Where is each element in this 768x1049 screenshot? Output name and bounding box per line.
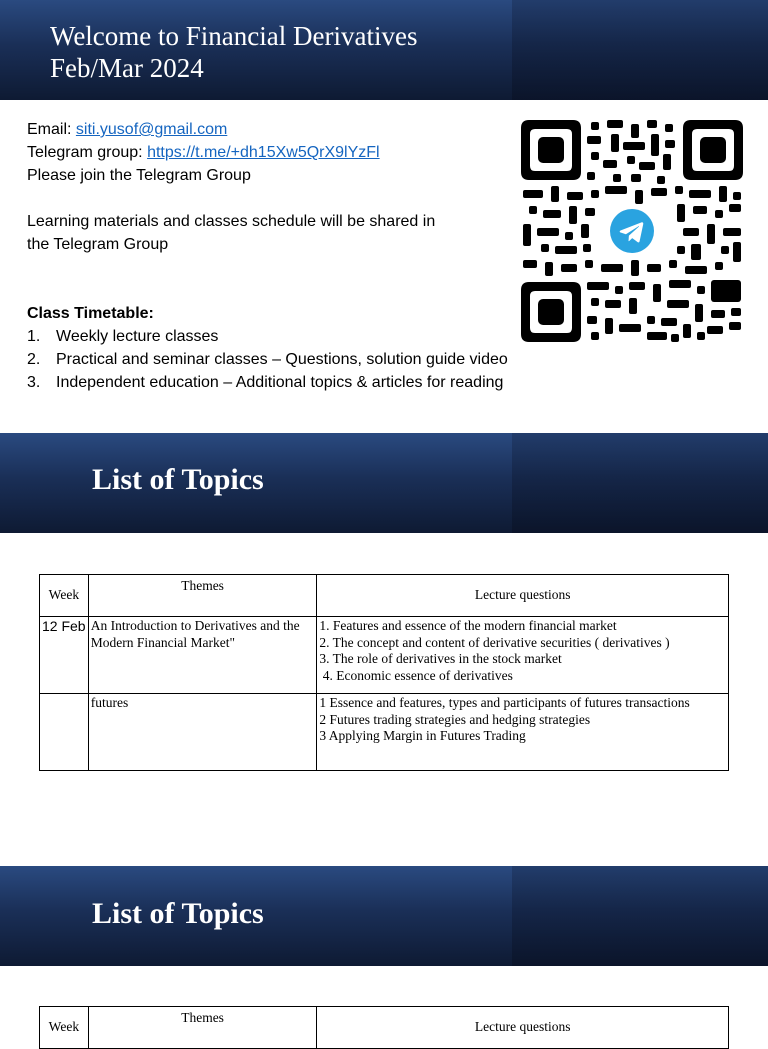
join-text: Please join the Telegram Group [27,167,251,184]
theme-cell: An Introduction to Derivatives and the Modern Financial Market" [88,617,317,694]
materials-line-1: Learning materials and classes schedule will be shared in [27,213,436,230]
timetable-item: 1. Weekly lecture classes [27,328,219,345]
materials-line-2: the Telegram Group [27,236,169,253]
email-line [27,119,227,141]
slide-title: List of Topics [92,463,264,496]
slide-3-header [0,866,768,966]
slide-title: Welcome to Financial Derivatives [50,21,418,51]
timetable-item: 3. Independent education – Additional topics & articles for reading [27,374,504,391]
table-row [40,617,729,694]
timetable-heading: Class Timetable: [27,305,154,322]
slide-2-header [0,433,768,533]
telegram-line [27,142,380,164]
timetable-item: 2. Practical and seminar classes – Questions, solution guide video [27,351,508,368]
themes-header: Themes [88,575,317,617]
questions-header: Lecture questions [317,575,729,617]
slide-subtitle: Feb/Mar 2024 [50,53,204,83]
slide-title: List of Topics [92,897,264,930]
theme-cell: futures [88,694,317,771]
table-header-row [40,575,729,617]
slide-1-header [0,0,768,100]
telegram-link[interactable]: https://t.me/+dh15Xw5QrX9lYzFl [147,144,380,161]
week-cell [40,694,89,771]
telegram-label: Telegram group: [27,144,148,161]
telegram-qr-code[interactable] [521,120,743,342]
email-label: Email: [27,121,76,138]
email-link[interactable]: siti.yusof@gmail.com [75,121,228,138]
topics-table [39,1006,729,1049]
table-header-row [40,1007,729,1049]
table-row [40,694,729,771]
themes-header: Themes [88,1007,317,1049]
topics-table [39,574,729,771]
questions-cell: 1. Features and essence of the modern financial market 2. The concept and content of derivative securities ( derivatives ) 3. The role of derivatives in the stock market 4. Economic essence of derivatives [317,617,729,694]
telegram-icon [610,209,654,253]
week-header: Week [40,575,89,617]
questions-header: Lecture questions [317,1007,729,1049]
week-header: Week [40,1007,89,1049]
questions-cell: 1 Essence and features, types and participants of futures transactions 2 Futures trading strategies and hedging strategies 3 Applying Margin in Futures Trading [317,694,729,771]
week-cell: 12 Feb [40,617,89,694]
